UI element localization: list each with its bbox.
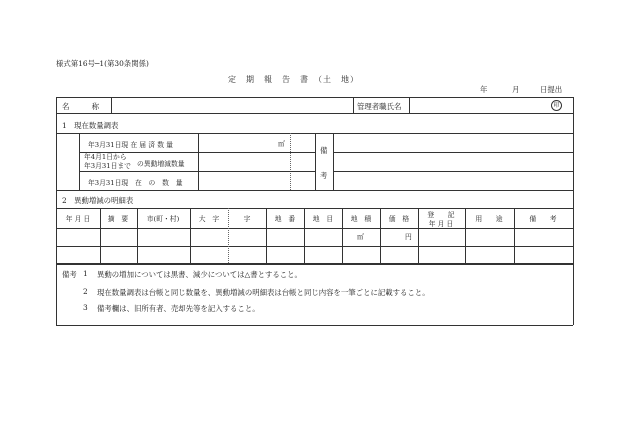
manager-field[interactable]: [410, 98, 540, 112]
table-row[interactable]: [57, 247, 573, 262]
note-text: 現在数量調表は台帳と同じ数量を、異動増減の明細表は台帳と同じ内容を一筆ごとに記載すること。: [97, 288, 430, 297]
remarks-label-1: 備: [320, 146, 328, 155]
section2-title: 2 異動増減の明細表: [62, 196, 134, 205]
row-registered-quantity-label: 年3月31日現 在 届 済 数 量: [88, 141, 173, 149]
col-remarks: 備 考: [529, 215, 557, 223]
section1-remarks-field[interactable]: [334, 134, 572, 189]
note-number: 1: [83, 269, 88, 278]
remarks-label-2: 考: [320, 171, 328, 180]
col-area: 地 積: [350, 215, 372, 223]
note-number: 3: [83, 303, 88, 312]
col-price: 価 格: [388, 215, 410, 223]
col-city: 市(町・村): [146, 215, 180, 223]
registered-quantity-field[interactable]: [199, 134, 289, 151]
form-number: 様式第16号─1(第30条関係): [56, 59, 149, 68]
current-quantity-field[interactable]: [199, 172, 289, 189]
col-aza: 字: [243, 215, 251, 223]
row-change-period-label: [84, 153, 131, 171]
date-year: 年: [480, 85, 488, 94]
change-quantity-field[interactable]: [199, 153, 289, 170]
col-use: 用 途: [475, 215, 503, 223]
change-quantity-suffix: の異動増減数量: [137, 160, 185, 168]
seal-mark: 印: [551, 100, 562, 111]
section1-title: 1 現在数量調表: [62, 121, 119, 130]
notes-prefix: 備考: [62, 270, 77, 279]
date-month: 月: [512, 85, 520, 94]
row-current-quantity-label: 年3月31日現 在 の 数 量: [88, 179, 183, 187]
period-end: 年3月31日まで: [84, 162, 131, 170]
unit-sqm-area: ㎡: [357, 233, 364, 241]
name-label: 名 称: [62, 102, 99, 111]
col-chiban: 地 番: [274, 215, 296, 223]
note-text: 異動の増加については黒書、減少については△書とすること。: [97, 270, 302, 279]
period-start: 年4月1日から: [84, 153, 127, 161]
col-registration-top: 登 記: [427, 211, 455, 219]
document-title: 定 期 報 告 書 （土 地）: [228, 75, 359, 84]
unit-sqm: ㎡: [278, 140, 285, 148]
note-number: 2: [83, 287, 88, 296]
col-registration-bottom: 年 月 日: [428, 220, 454, 228]
table-row[interactable]: [57, 229, 573, 245]
col-date: 年 月 日: [65, 215, 91, 223]
note-text: 備考欄は、旧所有者、売却先等を記入すること。: [97, 304, 260, 313]
col-summary: 摘 要: [107, 215, 129, 223]
name-field[interactable]: [112, 98, 352, 112]
col-chimoku: 地 目: [312, 215, 334, 223]
col-oaza: 大 字: [198, 215, 220, 223]
date-day-submitted: 日提出: [540, 85, 563, 94]
unit-yen: 円: [405, 233, 412, 241]
manager-label: 管理者職氏名: [357, 102, 402, 111]
